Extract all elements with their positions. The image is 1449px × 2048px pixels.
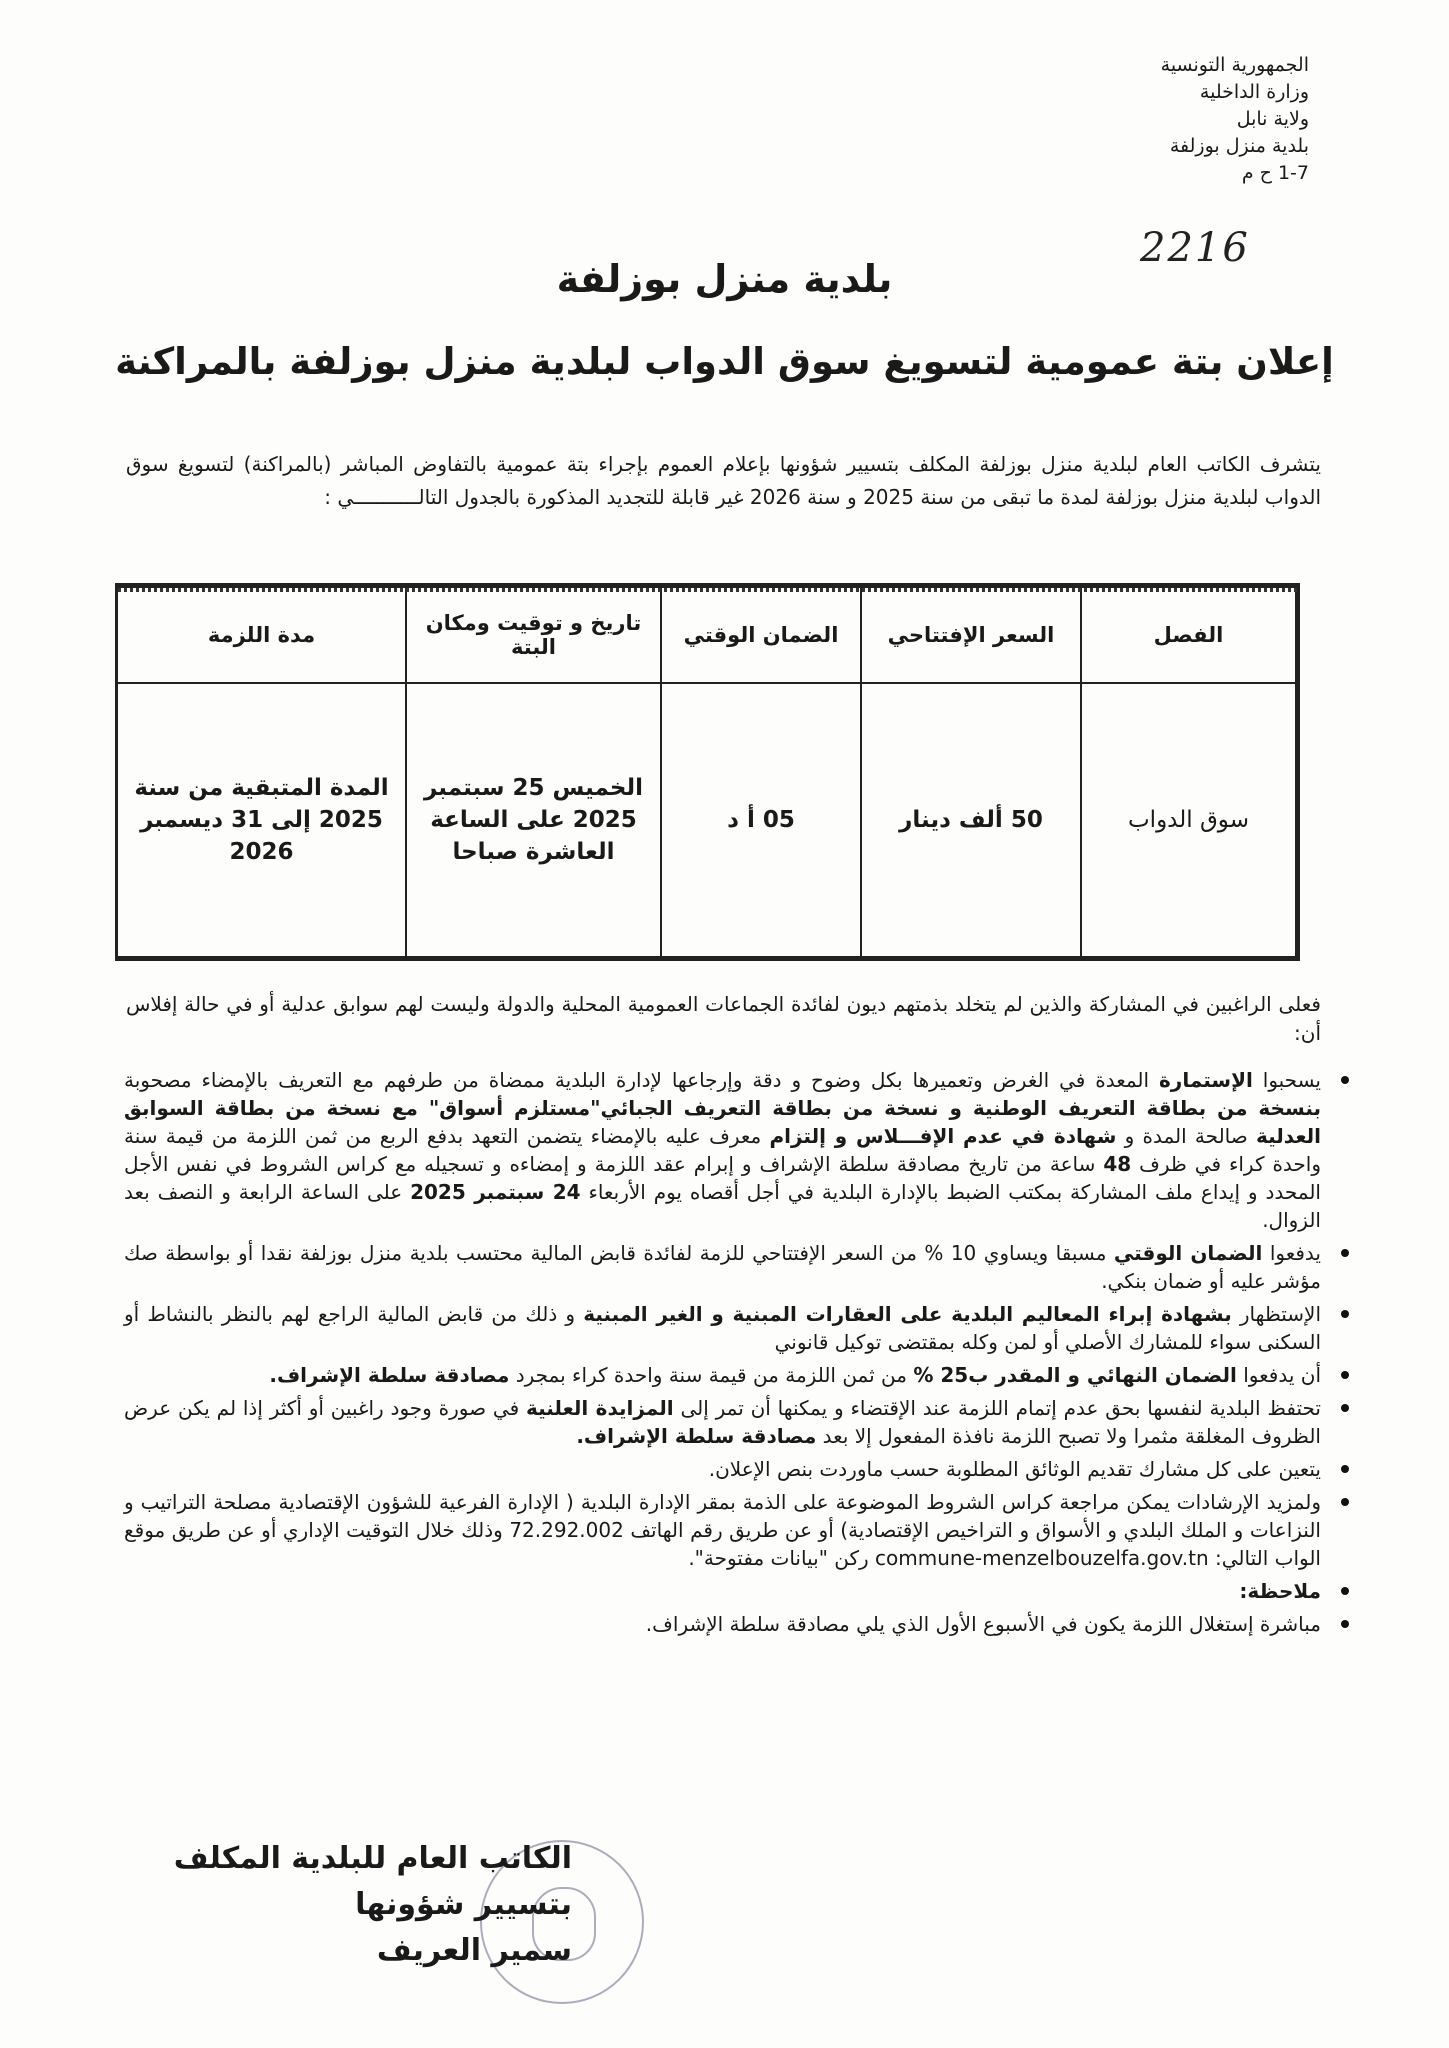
conditions-list [124, 1066, 1349, 1643]
cell-date-place: الخميس 25 سبتمبر 2025 على الساعة العاشرة صباحا [406, 683, 661, 957]
list-item [124, 1300, 1349, 1356]
bold-span: 24 سبتمبر 2025 [410, 1180, 581, 1204]
note-title [124, 1577, 1349, 1605]
cell-lot: سوق الدواب [1081, 683, 1296, 957]
bullet-icon [1341, 1249, 1349, 1257]
text-span: يتعين على كل مشارك تقديم الوثائق المطلوبة حسب ماوردت بنص الإعلان. [708, 1457, 1321, 1481]
list-item [124, 1488, 1349, 1572]
header-opening-price: السعر الإفتتاحي [861, 587, 1081, 683]
bullet-icon [1341, 1371, 1349, 1379]
announcement-title: إعلان بتة عمومية لتسويغ سوق الدواب لبلدية منزل بوزلفة بالمراكنة [115, 340, 1334, 383]
note-item [124, 1610, 1349, 1638]
bullet-icon [1341, 1404, 1349, 1412]
cell-duration: المدة المتبقية من سنة 2025 إلى 31 ديسمبر 2026 [117, 683, 406, 957]
intro-paragraph: يتشرف الكاتب العام لبلدية منزل بوزلفة المكلف بتسيير شؤونها بإعلام العموم بإجراء بتة عمومية بالتفاوض المباشر (بالمراكنة) لتسويغ سوق الدواب لبلدية منزل بوزلفة لمدة ما تبقى من سنة 2025 و سنة 2026 غير قابلة للتجديد المذكورة بالجدول التالـــــــــــي : [126, 452, 1321, 509]
letterhead [1049, 52, 1309, 187]
list-item [124, 1455, 1349, 1483]
bold-span: شهادة في عدم الإفـــلاس و إلتزام [769, 1124, 1117, 1148]
bold-span: المزايدة العلنية [525, 1396, 674, 1420]
bullet-icon [1341, 1498, 1349, 1506]
header-deposit: الضمان الوقتي [661, 587, 861, 683]
auction-table-grid [116, 586, 1297, 958]
bullet-icon [1341, 1076, 1349, 1084]
cell-opening-price: 50 ألف دينار [861, 683, 1081, 957]
handwritten-number: 2216 [1140, 225, 1250, 271]
bold-span: مصادقة سلطة الإشراف. [576, 1424, 817, 1448]
bullet-icon [1341, 1465, 1349, 1473]
bold-span: 48 [1103, 1152, 1132, 1176]
text-span: تحتفظ البلدية لنفسها بحق عدم إتمام اللزمة عند الإقتضاء و يمكنها أن تمر إلى [673, 1396, 1321, 1420]
letterhead-reference: 1-7 ح م [1241, 162, 1309, 184]
bold-span: مصادقة سلطة الإشراف. [269, 1363, 510, 1387]
signature-title: الكاتب العام للبلدية المكلف [173, 1841, 572, 1876]
text-span: يدفعوا [1262, 1241, 1321, 1265]
text-span: في صورة وجود راغبين أو أكثر إذا لم يكن عرض الظروف المغلقة مثمرا ولا تصبح اللزمة نافذة المفعول إلا بعد [124, 1396, 1321, 1448]
municipality-title: بلدية منزل بوزلفة [556, 257, 893, 301]
text-span: مسبقا ويساوي 10 % من السعر الإفتتاحي للزمة لفائدة قابض المالية محتسب بلدية منزل بوزلفة نقدا أو بواسطة صك مؤشر عليه أو ضمان بنكي. [124, 1241, 1321, 1293]
conditions-intro: فعلى الراغبين في المشاركة والذين لم يتخلد بذمتهم ديون لفائدة الجماعات العمومية المحلية والدولة وليست لهم سوابق عدلية أو في حالة إفلاس أن: [126, 992, 1321, 1045]
letterhead-ministry: وزارة الداخلية [1199, 81, 1309, 103]
list-item [124, 1361, 1349, 1389]
table-header-row [117, 587, 1296, 683]
bullet-icon [1341, 1310, 1349, 1318]
bold-span: الإستمارة [1159, 1068, 1253, 1092]
bold-span: بشهادة إبراء المعاليم البلدية على العقارات المبنية و الغير المبنية [583, 1302, 1232, 1326]
text-span: على الساعة الرابعة و النصف بعد الزوال. [124, 1180, 1321, 1232]
text-span: ملاحظة: [1239, 1579, 1321, 1603]
signature-name: سمير العريف [376, 1933, 572, 1968]
text-span: معرف عليه بالإمضاء يتضمن التعهد بدفع الربع من ثمن اللزمة من قيمة سنة واحدة كراء في ظرف [124, 1124, 1321, 1176]
table-row [117, 683, 1296, 957]
letterhead-republic: الجمهورية التونسية [1160, 54, 1309, 76]
text-span: المعدة في الغرض وتعميرها بكل وضوح و دقة وإرجاعها لإدارة البلدية ممضاة من طرفهم مع التعريف بالإمضاء مصحوبة [124, 1068, 1159, 1092]
text-span: أن يدفعوا [1236, 1363, 1321, 1387]
text-span: مباشرة إستغلال اللزمة يكون في الأسبوع الأول الذي يلي مصادقة سلطة الإشراف. [645, 1612, 1321, 1636]
list-item [124, 1066, 1349, 1234]
bullet-icon [1341, 1620, 1349, 1628]
header-duration: مدة اللزمة [117, 587, 406, 683]
bold-span: الضمان النهائي و المقدر ب25 % [913, 1363, 1237, 1387]
list-item [124, 1239, 1349, 1295]
list-item [124, 1394, 1349, 1450]
bullet-icon [1341, 1587, 1349, 1595]
signature-role: بتسيير شؤونها [355, 1887, 572, 1922]
header-date-place: تاريخ و توقيت ومكان البتة [406, 587, 661, 683]
text-span: من ثمن اللزمة من قيمة سنة واحدة كراء بمجرد [509, 1363, 914, 1387]
cell-deposit: 05 أ د [661, 683, 861, 957]
letterhead-governorate: ولاية نابل [1236, 108, 1309, 130]
auction-table [115, 583, 1300, 961]
text-span: ساعة من تاريخ مصادقة سلطة الإشراف و إبرام عقد اللزمة و إمضاءه و تسجيله مع كراس الشروط في نفس الأجل المحدد و إيداع ملف المشاركة بمكتب الضبط بالإدارة البلدية في أجل أقصاه يوم الأربعاء [124, 1152, 1321, 1204]
text-span: و ذلك من قابض المالية الراجع لهم بالنظر بالنشاط أو السكنى سواء للمشارك الأصلي أو لمن وكله بمقتضى توكيل قانوني [124, 1302, 1321, 1354]
bold-span: بنسخة من بطاقة التعريف الوطنية و نسخة من بطاقة التعريف الجبائي"مستلزم أسواق" مع نسخة من بطاقة السوابق العدلية [124, 1096, 1321, 1148]
bold-span: الضمان الوقتي [1113, 1241, 1263, 1265]
signature-block [172, 1836, 572, 1974]
text-span: ولمزيد الإرشادات يمكن مراجعة كراس الشروط الموضوعة على الذمة بمقر الإدارة البلدية ( الإدارة الفرعية للشؤون الإقتصادية مصلحة التراتيب و النزاعات و الملك البلدي و الأسواق و التراخيص الإقتصادية) أو عن طريق رقم الهاتف 72.292.002 وذلك خلال التوقيت الإداري أو عن طريق موقع الواب التالي: commune-menzelbouzelfa.gov.tn ركن "بيانات مفتوحة". [124, 1490, 1321, 1570]
text-span: يسحبوا [1252, 1068, 1321, 1092]
text-span: صالحة المدة و [1116, 1124, 1256, 1148]
text-span: الإستظهار [1231, 1302, 1321, 1326]
header-lot: الفصل [1081, 587, 1296, 683]
letterhead-municipality: بلدية منزل بوزلفة [1169, 135, 1309, 157]
